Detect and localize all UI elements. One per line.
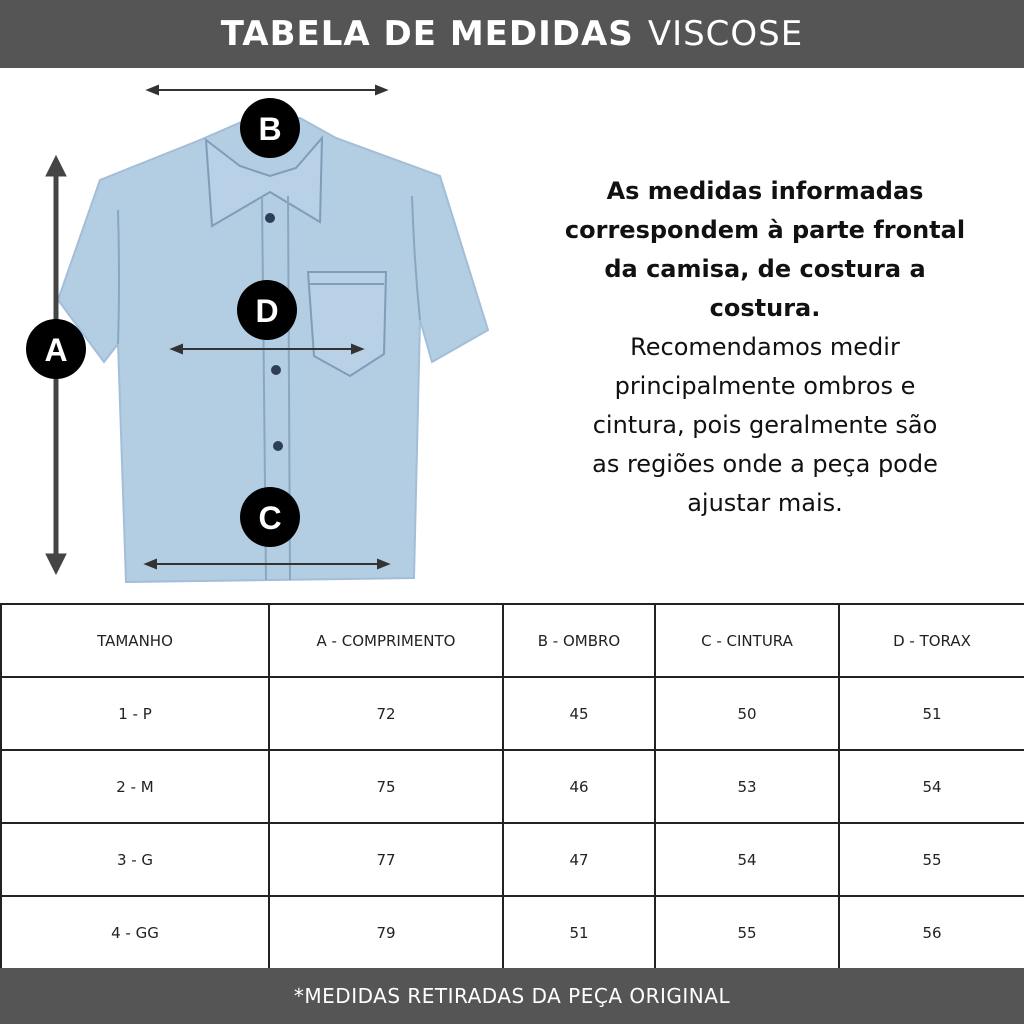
- info-bold-line: da camisa, de costura a: [604, 255, 926, 283]
- info-normal-line: principalmente ombros e: [614, 372, 916, 400]
- table-cell: 77: [269, 823, 503, 896]
- footer-bar: [0, 968, 1024, 1024]
- header-title-light: VISCOSE: [647, 14, 804, 54]
- info-bold-line: costura.: [709, 294, 821, 322]
- header-title-bold: TABELA DE MEDIDAS: [220, 14, 634, 54]
- info-bold-line: As medidas informadas: [606, 177, 924, 205]
- table-cell: 1 - P: [1, 677, 269, 750]
- table-cell: 72: [269, 677, 503, 750]
- table-row: [1, 677, 1024, 750]
- table-cell: 55: [655, 896, 839, 969]
- info-bold-line: correspondem à parte frontal: [564, 216, 966, 244]
- table-cell: 53: [655, 750, 839, 823]
- table-cell: 56: [839, 896, 1024, 969]
- table-cell: 46: [503, 750, 655, 823]
- table-cell: 4 - GG: [1, 896, 269, 969]
- shirt-button: [273, 441, 283, 451]
- marker-d: [237, 280, 297, 340]
- table-cell: 55: [839, 823, 1024, 896]
- measurement-info: [530, 172, 1000, 523]
- table-cell: 50: [655, 677, 839, 750]
- table-cell: 3 - G: [1, 823, 269, 896]
- table-header-row: [1, 604, 1024, 677]
- table-cell: 79: [269, 896, 503, 969]
- table-cell: 51: [839, 677, 1024, 750]
- marker-b-label: B: [258, 111, 282, 147]
- marker-c-label: C: [258, 500, 282, 536]
- table-row: [1, 896, 1024, 969]
- size-table: [0, 603, 1024, 970]
- table-row: [1, 750, 1024, 823]
- info-normal-line: Recomendamos medir: [630, 333, 900, 361]
- table-header-cell: A - COMPRIMENTO: [269, 604, 503, 677]
- shirt-diagram: [0, 68, 520, 600]
- shirt-button: [265, 213, 275, 223]
- marker-c: [240, 487, 300, 547]
- info-normal-line: cintura, pois geralmente são: [592, 411, 938, 439]
- table-cell: 54: [839, 750, 1024, 823]
- table-cell: 75: [269, 750, 503, 823]
- table-cell: 51: [503, 896, 655, 969]
- shirt-button: [271, 365, 281, 375]
- arrow-b: [148, 86, 386, 94]
- table-row: [1, 823, 1024, 896]
- table-header-cell: TAMANHO: [1, 604, 269, 677]
- table-header-cell: C - CINTURA: [655, 604, 839, 677]
- table-cell: 54: [655, 823, 839, 896]
- marker-a-label: A: [44, 332, 68, 368]
- marker-b: [240, 98, 300, 158]
- table-cell: 2 - M: [1, 750, 269, 823]
- table-cell: 45: [503, 677, 655, 750]
- info-normal-line: ajustar mais.: [687, 489, 843, 517]
- table-cell: 47: [503, 823, 655, 896]
- info-normal-line: as regiões onde a peça pode: [592, 450, 938, 478]
- footer-note: *MEDIDAS RETIRADAS DA PEÇA ORIGINAL: [293, 984, 731, 1008]
- marker-a: [26, 319, 86, 379]
- table-header-cell: D - TORAX: [839, 604, 1024, 677]
- table-header-cell: B - OMBRO: [503, 604, 655, 677]
- marker-d-label: D: [255, 293, 279, 329]
- header-bar: [0, 0, 1024, 68]
